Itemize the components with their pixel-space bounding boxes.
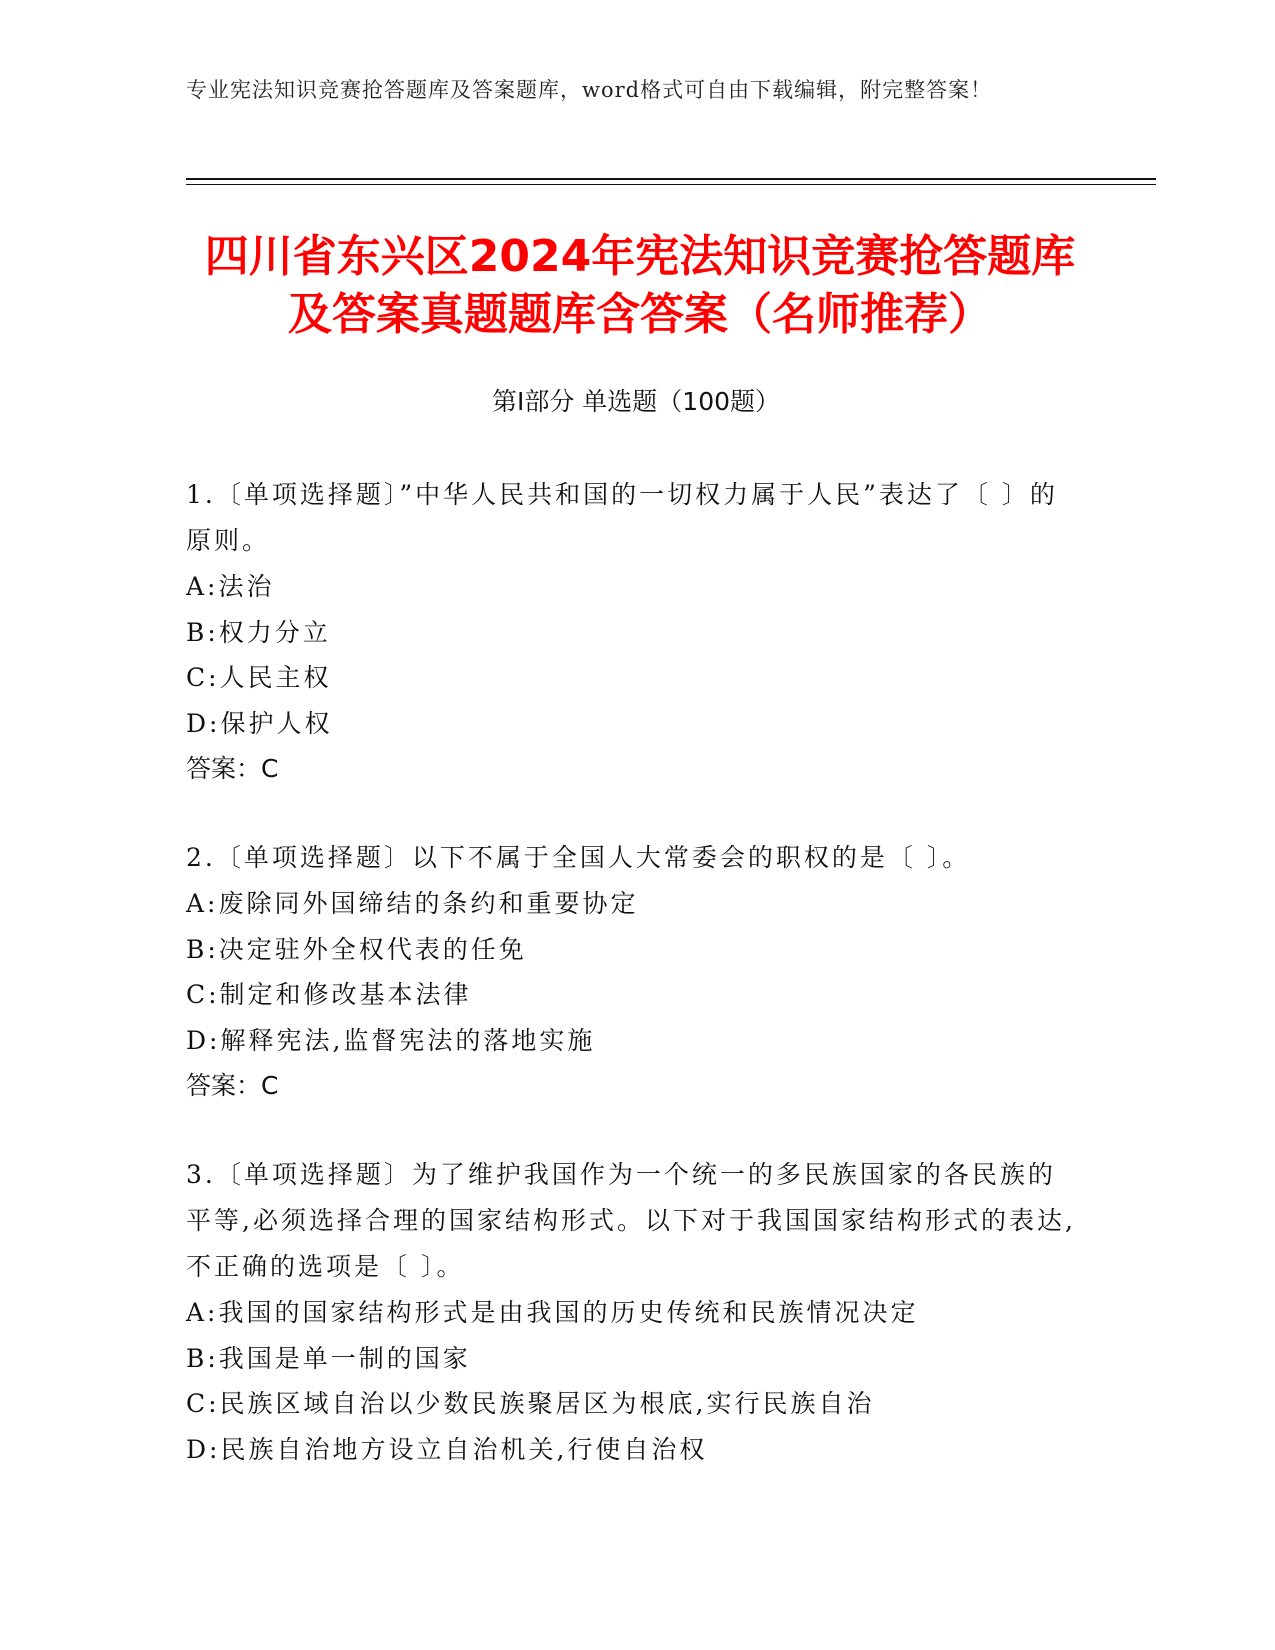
- document-title-line-1: 四川省东兴区2024年宪法知识竞赛抢答题库: [204, 231, 1076, 282]
- option-a: A:废除同外国缔结的条约和重要协定: [186, 889, 639, 918]
- option-c: C:人民主权: [186, 663, 332, 692]
- option-a: A:法治: [186, 572, 275, 601]
- section-title: 第Ⅰ部分 单选题（100题）: [491, 387, 781, 416]
- option-d: D:保护人权: [186, 708, 333, 738]
- question-list: [186, 472, 1076, 1515]
- answer: 答案：C: [186, 754, 279, 783]
- question-text: 2.〔单项选择题〕以下不属于全国人大常委会的职权的是〔 〕。: [186, 843, 971, 872]
- header-divider-thin: [186, 184, 1156, 185]
- option-d: D:解释宪法,监督宪法的落地实施: [186, 1025, 596, 1055]
- option-a: A:我国的国家结构形式是由我国的历史传统和民族情况决定: [186, 1298, 919, 1327]
- option-b: B:我国是单一制的国家: [186, 1343, 471, 1373]
- question-text: 3.〔单项选择题〕为了维护我国作为一个统一的多民族国家的各民族的平等,必须选择合理的国家结构形式。以下对于我国国家结构形式的表达,不正确的选项是〔 〕。: [186, 1160, 1076, 1281]
- document-title: [150, 228, 1130, 344]
- option-d: D:民族自治地方设立自治机关,行使自治权: [186, 1434, 708, 1464]
- question-3: [186, 1152, 1076, 1472]
- option-c: C:制定和修改基本法律: [186, 980, 472, 1009]
- option-b: B:决定驻外全权代表的任免: [186, 934, 527, 964]
- question-text: 1.〔单项选择题〕”中华人民共和国的一切权力属于人民”表达了〔 〕的原则。: [186, 480, 1058, 555]
- option-b: B:权力分立: [186, 617, 331, 647]
- question-1: [186, 472, 1076, 792]
- answer: 答案：C: [186, 1071, 279, 1100]
- document-title-line-2: 及答案真题题库含答案（名师推荐）: [288, 289, 992, 340]
- option-c: C:民族区域自治以少数民族聚居区为根底,实行民族自治: [186, 1389, 875, 1418]
- header-note: 专业宪法知识竞赛抢答题库及答案题库，word格式可自由下载编辑，附完整答案！: [186, 78, 993, 102]
- question-2: [186, 835, 1076, 1109]
- header-divider: [186, 178, 1156, 180]
